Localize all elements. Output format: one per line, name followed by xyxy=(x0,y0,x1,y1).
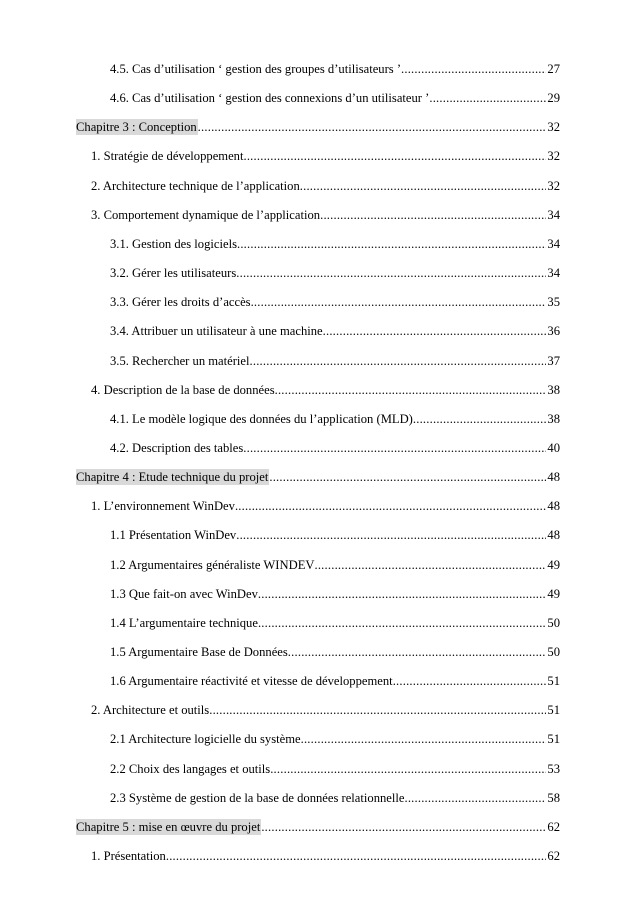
toc-chapter-entry[interactable] xyxy=(76,817,560,835)
toc-page-number: 36 xyxy=(547,324,560,338)
toc-dot-leader xyxy=(401,61,546,77)
toc-entry-title: 1. Présentation xyxy=(91,849,166,863)
toc-dot-leader xyxy=(275,382,547,398)
toc-dot-leader xyxy=(236,265,546,281)
toc-page-number: 50 xyxy=(547,645,560,659)
toc-entry[interactable] xyxy=(110,88,560,106)
toc-dot-leader xyxy=(269,469,546,485)
toc-page-number: 48 xyxy=(547,470,560,484)
toc-entry[interactable] xyxy=(110,759,560,777)
toc-dot-leader xyxy=(393,673,547,689)
toc-page-number: 50 xyxy=(547,616,560,630)
toc-entry-title: 3.4. Attribuer un utilisateur à une machine xyxy=(110,324,323,338)
toc-dot-leader xyxy=(258,615,546,631)
toc-entry[interactable] xyxy=(91,846,560,864)
toc-page-number: 51 xyxy=(547,732,560,746)
toc-page-number: 48 xyxy=(547,499,560,513)
toc-dot-leader xyxy=(323,323,547,339)
toc-entry-title: 3.3. Gérer les droits d’accès xyxy=(110,295,251,309)
toc-page-number: 27 xyxy=(547,62,560,76)
toc-entry-title: 1.6 Argumentaire réactivité et vitesse de développement xyxy=(110,674,393,688)
toc-entry-title: 4.5. Cas d’utilisation ‘ gestion des groupes d’utilisateurs ’ xyxy=(110,62,402,76)
toc-dot-leader xyxy=(198,119,547,135)
toc-entry[interactable] xyxy=(110,555,560,573)
toc-page-number: 37 xyxy=(547,354,560,368)
toc-page-number: 35 xyxy=(547,295,560,309)
toc-dot-leader xyxy=(314,557,546,573)
toc-dot-leader xyxy=(243,148,546,164)
toc-page-number: 40 xyxy=(547,441,560,455)
toc-dot-leader xyxy=(288,644,547,660)
toc-entry-title: 3.1. Gestion des logiciels xyxy=(110,237,237,251)
toc-dot-leader xyxy=(166,848,547,864)
toc-entry-title: 1.3 Que fait-on avec WinDev xyxy=(110,587,258,601)
toc-page-number: 32 xyxy=(547,149,560,163)
toc-entry-title: Chapitre 3 : Conception xyxy=(76,120,197,134)
toc-entry-title: 2.2 Choix des langages et outils xyxy=(110,762,271,776)
toc-dot-leader xyxy=(320,207,546,223)
toc-dot-leader xyxy=(235,498,546,514)
toc-dot-leader xyxy=(261,819,546,835)
toc-entry-title: 4.2. Description des tables xyxy=(110,441,244,455)
toc-entry-title: 1.4 L’argumentaire technique xyxy=(110,616,258,630)
toc-page-number: 38 xyxy=(547,412,560,426)
toc-entry[interactable] xyxy=(110,409,560,427)
toc-entry-title: 2.1 Architecture logicielle du système xyxy=(110,732,301,746)
toc-dot-leader xyxy=(237,236,546,252)
toc-entry-title: 1.5 Argumentaire Base de Données xyxy=(110,645,288,659)
toc-entry[interactable] xyxy=(110,584,560,602)
toc-entry[interactable] xyxy=(110,613,560,631)
toc-entry-title: Chapitre 5 : mise en œuvre du projet xyxy=(76,820,261,834)
toc-entry-title: 4.1. Le modèle logique des données du l’application (MLD) xyxy=(110,412,413,426)
toc-page-number: 48 xyxy=(547,528,560,542)
toc-entry[interactable] xyxy=(110,59,560,77)
toc-page-number: 53 xyxy=(547,762,560,776)
toc-dot-leader xyxy=(243,440,546,456)
toc-dot-leader xyxy=(258,586,547,602)
toc-entry-title: 3.2. Gérer les utilisateurs xyxy=(110,266,237,280)
toc-chapter-entry[interactable] xyxy=(76,467,560,485)
toc-dot-leader xyxy=(301,731,547,747)
toc-dot-leader xyxy=(404,790,546,806)
toc-entry-title: 4.6. Cas d’utilisation ‘ gestion des connexions d’un utilisateur ’ xyxy=(110,91,430,105)
toc-dot-leader xyxy=(209,702,546,718)
toc-dot-leader xyxy=(250,353,547,369)
toc-entry-title: 4. Description de la base de données xyxy=(91,383,275,397)
toc-entry[interactable] xyxy=(110,234,560,252)
toc-page-number: 38 xyxy=(547,383,560,397)
toc-dot-leader xyxy=(251,294,547,310)
toc-entry-title: Chapitre 4 : Etude technique du projet xyxy=(76,470,269,484)
toc-entry[interactable] xyxy=(110,671,560,689)
toc-entry[interactable] xyxy=(110,788,560,806)
toc-entry[interactable] xyxy=(91,496,560,514)
toc-entry-title: 2. Architecture et outils xyxy=(91,703,210,717)
toc-page-number: 34 xyxy=(547,266,560,280)
toc-dot-leader xyxy=(236,527,546,543)
toc-page-number: 34 xyxy=(547,237,560,251)
toc-page-number: 58 xyxy=(547,791,560,805)
toc-entry-title: 3. Comportement dynamique de l’application xyxy=(91,208,321,222)
toc-entry[interactable] xyxy=(91,380,560,398)
toc-dot-leader xyxy=(413,411,547,427)
toc-entry-title: 2. Architecture technique de l’application xyxy=(91,179,300,193)
toc-entry[interactable] xyxy=(110,642,560,660)
toc-entry-title: 1. L’environnement WinDev xyxy=(91,499,235,513)
toc-entry[interactable] xyxy=(110,321,560,339)
toc-entry[interactable] xyxy=(110,729,560,747)
toc-entry[interactable] xyxy=(91,700,560,718)
toc-entry-title: 3.5. Rechercher un matériel xyxy=(110,354,250,368)
toc-page-number: 29 xyxy=(547,91,560,105)
toc-entry[interactable] xyxy=(110,263,560,281)
toc-page-number: 62 xyxy=(547,820,560,834)
toc-chapter-entry[interactable] xyxy=(76,117,560,135)
toc-page-number: 34 xyxy=(547,208,560,222)
toc-dot-leader xyxy=(429,90,546,106)
toc-page-number: 32 xyxy=(547,179,560,193)
toc-page-number: 32 xyxy=(547,120,560,134)
toc-entry[interactable] xyxy=(110,525,560,543)
toc-entry[interactable] xyxy=(110,351,560,369)
toc-page-number: 51 xyxy=(547,674,560,688)
toc-dot-leader xyxy=(270,761,546,777)
toc-dot-leader xyxy=(300,178,547,194)
toc-entry[interactable] xyxy=(91,205,560,223)
toc-entry-title: 2.3 Système de gestion de la base de données relationnelle xyxy=(110,791,405,805)
toc-page-number: 49 xyxy=(547,558,560,572)
toc-page-number: 51 xyxy=(547,703,560,717)
toc-entry-title: 1.2 Argumentaires généraliste WINDEV xyxy=(110,558,315,572)
toc-entry[interactable] xyxy=(110,292,560,310)
toc-page-number: 62 xyxy=(547,849,560,863)
toc-entry[interactable] xyxy=(91,176,560,194)
toc-entry[interactable] xyxy=(91,146,560,164)
toc-entry-title: 1.1 Présentation WinDev xyxy=(110,528,237,542)
toc-entry[interactable] xyxy=(110,438,560,456)
toc-page-number: 49 xyxy=(547,587,560,601)
toc-entry-title: 1. Stratégie de développement xyxy=(91,149,244,163)
